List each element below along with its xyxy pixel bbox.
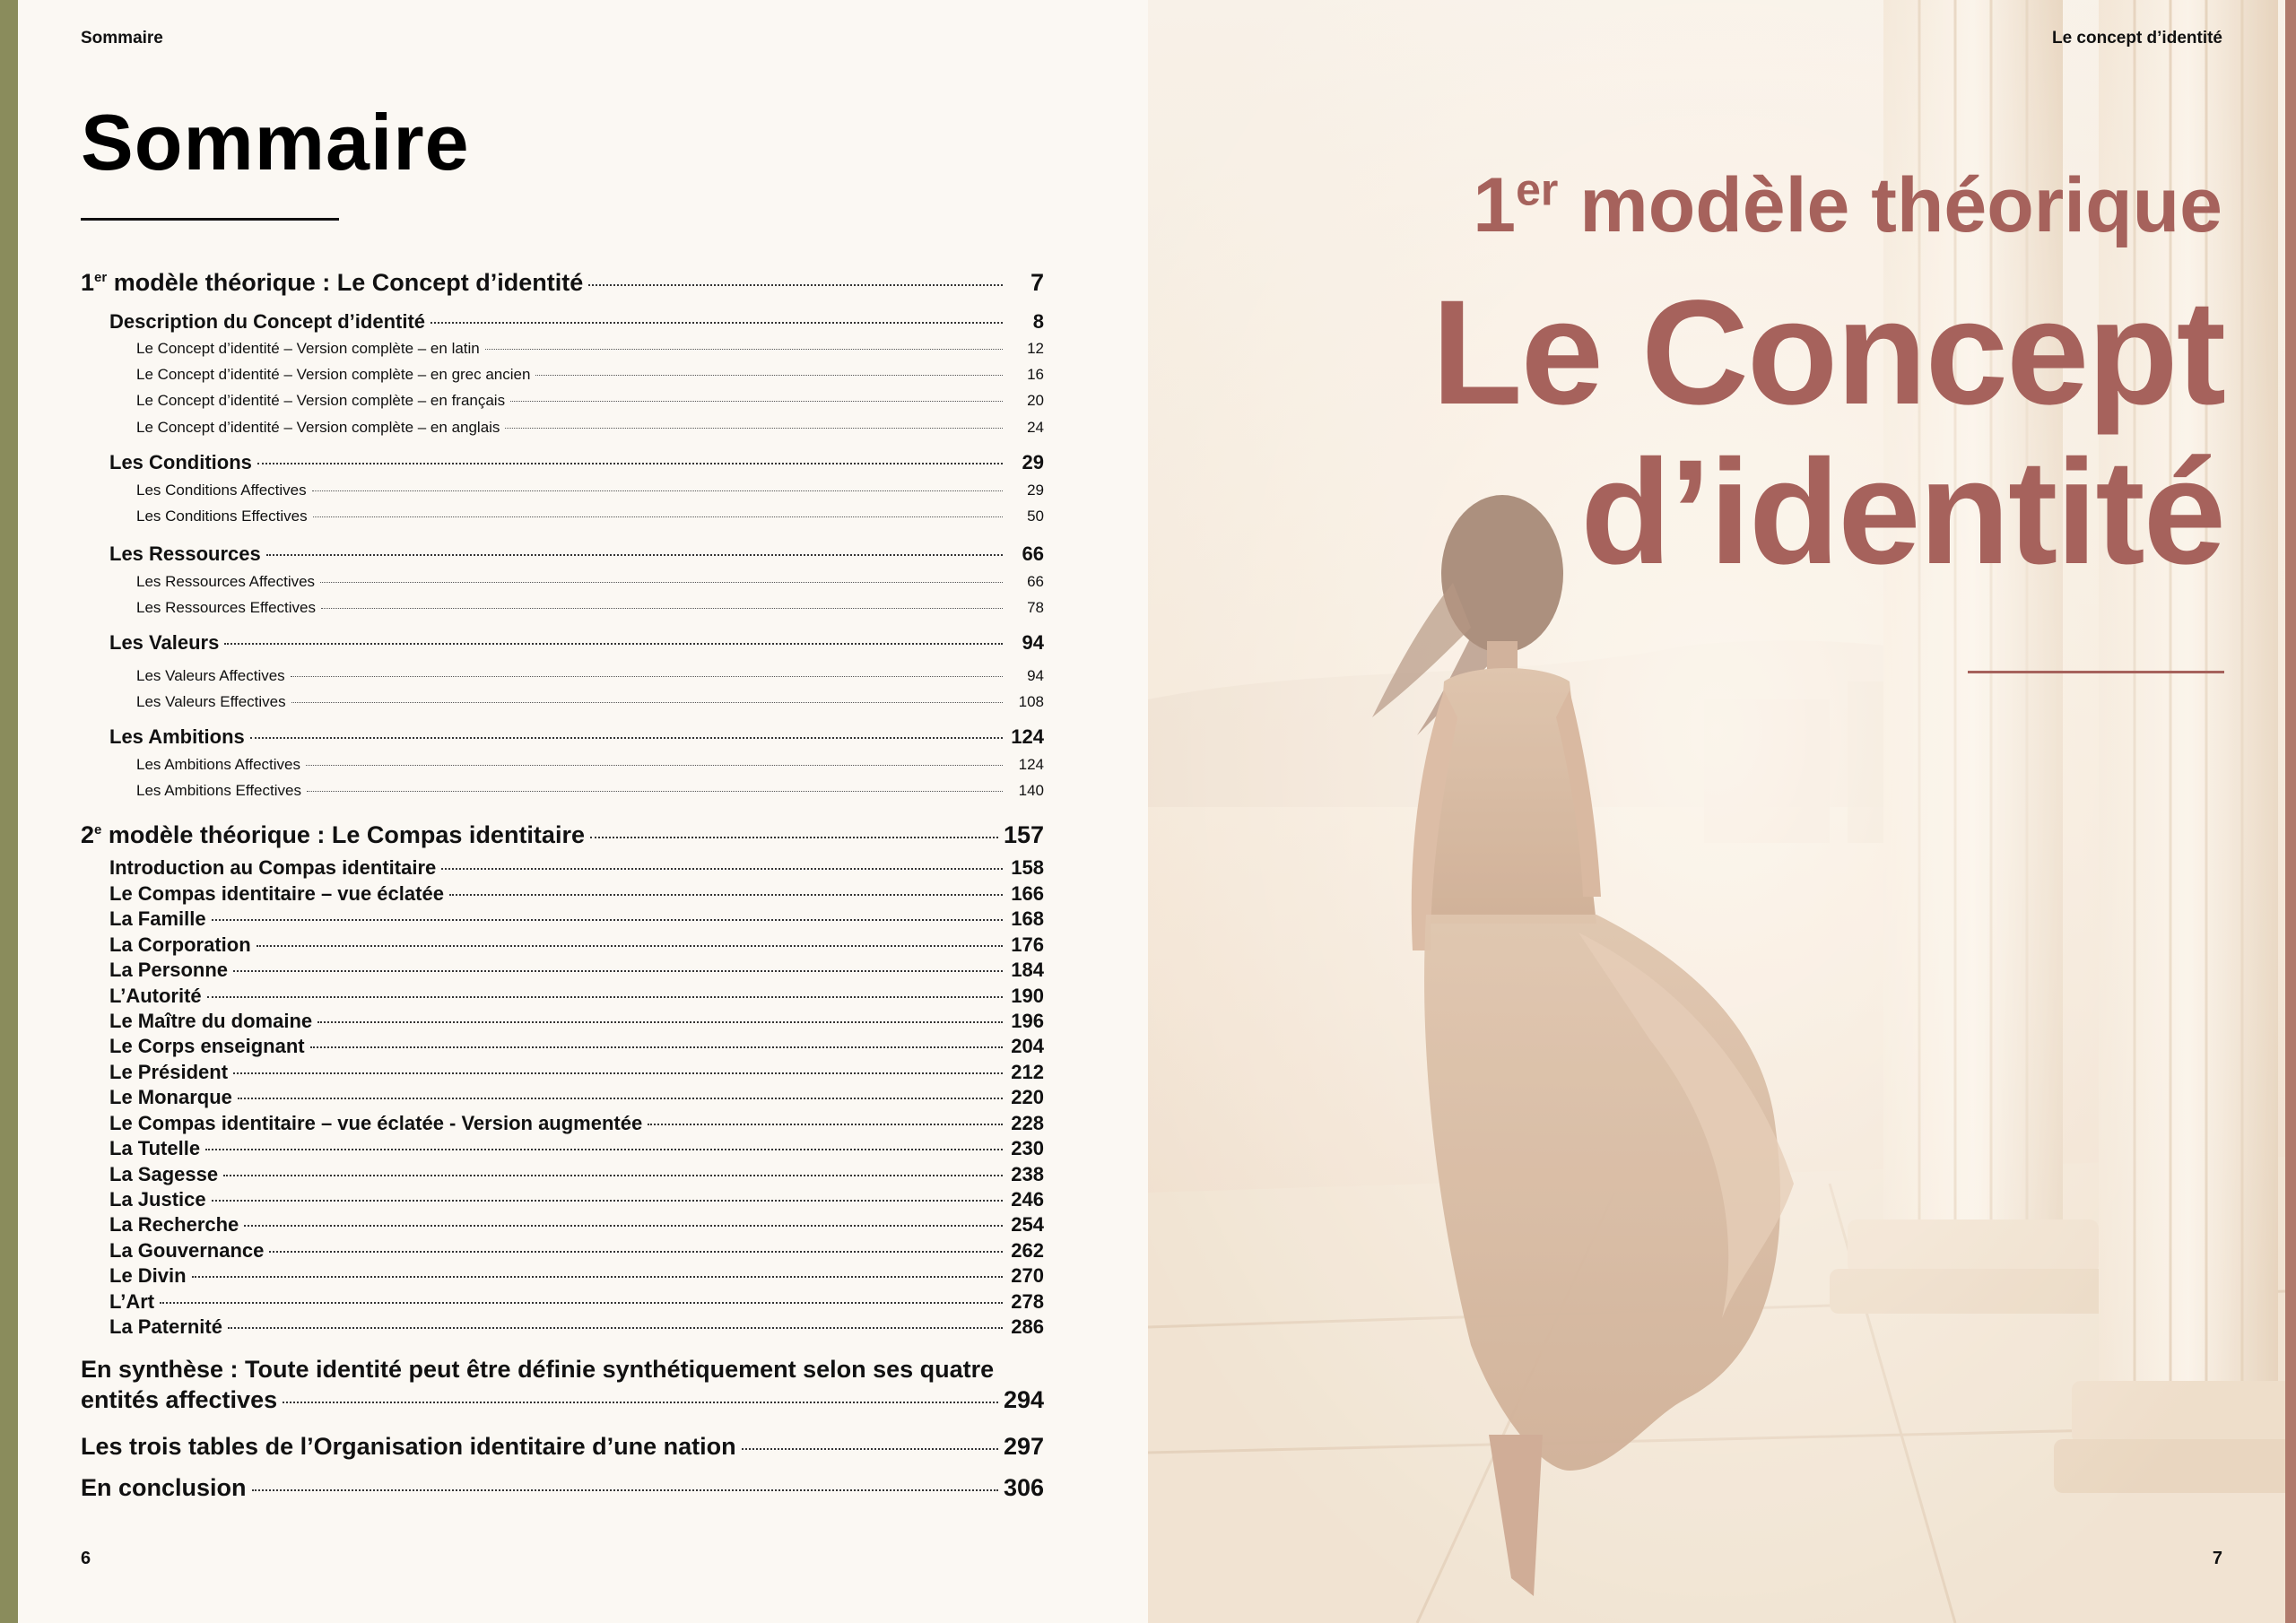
chapter-kicker: 1er modèle théorique (1473, 162, 2222, 248)
toc-page-number: 8 (1032, 310, 1044, 333)
toc-entry[interactable] (109, 856, 1044, 880)
toc-label: Les Valeurs (109, 631, 220, 654)
right-edge-band (2285, 0, 2296, 1623)
toc-label: Introduction au Compas identitaire (109, 856, 437, 879)
toc-page-number: 16 (1027, 366, 1044, 383)
toc-entry[interactable] (109, 1163, 1044, 1186)
chapter-title-line2: d’identité (1580, 430, 2224, 595)
toc-page-number: 297 (1003, 1433, 1044, 1460)
toc-page-number: 166 (1011, 882, 1044, 905)
toc-entry[interactable] (109, 1213, 1044, 1237)
leader-dots (269, 1251, 1003, 1253)
toc-label: Les Valeurs Affectives (136, 667, 285, 684)
leader-dots (441, 868, 1003, 870)
toc-part-2[interactable] (81, 821, 1044, 849)
leader-dots (291, 702, 1003, 703)
leader-dots (317, 1021, 1003, 1023)
leader-dots (449, 894, 1003, 896)
toc-subentry[interactable] (136, 599, 1044, 617)
toc-label: La Justice (109, 1188, 206, 1211)
toc-page-number: 78 (1027, 599, 1044, 616)
toc-label: Le Concept d’identité – Version complète – en grec ancien (136, 366, 531, 383)
leader-dots (430, 322, 1003, 324)
toc-page-number: 94 (1027, 667, 1044, 684)
toc-entry[interactable] (109, 907, 1044, 931)
leader-dots (510, 401, 1003, 402)
toc-page-number: 50 (1027, 508, 1044, 525)
leader-dots (224, 643, 1003, 645)
title-underline (81, 218, 339, 221)
toc-label: Les Conditions (109, 451, 252, 473)
toc-entry-description[interactable] (109, 310, 1044, 334)
toc-entry[interactable] (109, 985, 1044, 1008)
leader-dots (742, 1448, 998, 1450)
right-page (1148, 0, 2285, 1623)
toc-label: Le Concept d’identité – Version complète – en français (136, 392, 506, 409)
toc-label: Les trois tables de l’Organisation identitaire d’une nation (81, 1433, 736, 1460)
leader-dots (291, 676, 1003, 677)
leader-dots (233, 1072, 1003, 1074)
leader-dots (228, 1327, 1003, 1329)
page-number-right: 7 (2212, 1549, 2222, 1568)
toc-trois-tables[interactable] (81, 1433, 1044, 1461)
toc-entry[interactable] (109, 1264, 1044, 1288)
leader-dots (590, 837, 998, 838)
toc-page-number: 12 (1027, 340, 1044, 357)
leader-dots (257, 945, 1003, 947)
toc-page-number: 24 (1027, 419, 1044, 436)
leader-dots (250, 737, 1003, 739)
toc-page-number: 306 (1003, 1474, 1044, 1501)
toc-label: Les Conditions Affectives (136, 482, 307, 499)
leader-dots (223, 1175, 1003, 1176)
toc-entry[interactable] (109, 933, 1044, 957)
toc-label: Le Concept d’identité – Version complète – en latin (136, 340, 480, 357)
leader-dots (313, 516, 1003, 517)
toc-subentry[interactable] (136, 366, 1044, 384)
running-head-left: Sommaire (81, 29, 163, 48)
toc-subentry[interactable] (136, 508, 1044, 525)
toc-label: Le Président (109, 1061, 229, 1083)
toc-page-number: 66 (1022, 542, 1044, 565)
toc-subentry[interactable] (136, 340, 1044, 358)
toc-subentry[interactable] (136, 667, 1044, 685)
toc-label: 2e modèle théorique : Le Compas identitaire (81, 821, 585, 848)
toc-label: Le Divin (109, 1264, 187, 1287)
page-number-left: 6 (81, 1549, 91, 1568)
toc-entry[interactable] (109, 882, 1044, 906)
running-head-right: Le concept d’identité (2051, 29, 2222, 48)
toc-page-number: 204 (1011, 1035, 1044, 1057)
toc-entry[interactable] (109, 1035, 1044, 1058)
leader-dots (212, 919, 1003, 921)
toc-entry[interactable] (109, 1137, 1044, 1160)
leader-dots (212, 1200, 1003, 1202)
toc-entry-conditions[interactable] (109, 451, 1044, 474)
leader-dots (238, 1098, 1003, 1099)
toc-page-number: 262 (1011, 1239, 1044, 1262)
toc-entry[interactable] (109, 1061, 1044, 1084)
toc-subentry[interactable] (136, 573, 1044, 591)
toc-page-number: 176 (1011, 933, 1044, 956)
leader-dots (306, 765, 1003, 766)
leader-dots (244, 1225, 1003, 1227)
toc-label: La Corporation (109, 933, 251, 956)
toc-label: Le Monarque (109, 1086, 232, 1108)
leader-dots (205, 1149, 1003, 1150)
toc-page-number: 94 (1022, 631, 1044, 654)
toc-entry[interactable] (109, 1315, 1044, 1339)
chapter-title (1431, 270, 2224, 595)
toc-label: La Paternité (109, 1315, 222, 1338)
toc-label: Les Conditions Effectives (136, 508, 308, 525)
toc-entry[interactable] (109, 959, 1044, 982)
toc-page-number: 158 (1011, 856, 1044, 879)
toc-entry-ressources[interactable] (109, 542, 1044, 566)
toc-page-number: 184 (1011, 959, 1044, 981)
toc-label: Les Ressources Effectives (136, 599, 316, 616)
toc-entry[interactable] (109, 1188, 1044, 1211)
toc-page-number: 286 (1011, 1315, 1044, 1338)
toc-page-number: 124 (1018, 756, 1044, 773)
toc-label: entités affectives (81, 1386, 278, 1413)
left-spine-band (0, 0, 18, 1623)
leader-dots (310, 1046, 1003, 1048)
toc-subentry[interactable] (136, 392, 1044, 410)
toc-conclusion[interactable] (81, 1474, 1044, 1502)
toc-page-number: 29 (1022, 451, 1044, 473)
toc-page-number: 190 (1011, 985, 1044, 1007)
leader-dots (307, 791, 1003, 792)
toc-entry[interactable] (109, 1010, 1044, 1033)
leader-dots (257, 463, 1003, 464)
leader-dots (588, 284, 1003, 286)
toc-label: L’Art (109, 1290, 155, 1313)
accent-rule (1968, 671, 2224, 673)
toc-page-number: 66 (1027, 573, 1044, 590)
leader-dots (266, 554, 1003, 556)
toc-label: Le Maître du domaine (109, 1010, 313, 1032)
toc-page-number: 230 (1011, 1137, 1044, 1159)
leader-dots (252, 1489, 998, 1491)
toc-label: Description du Concept d’identité (109, 310, 426, 333)
page-title: Sommaire (81, 98, 470, 187)
toc-page-number: 254 (1011, 1213, 1044, 1236)
toc-label: Le Concept d’identité – Version complète – en anglais (136, 419, 500, 436)
left-page (18, 0, 1148, 1623)
toc-page-number: 157 (1003, 821, 1044, 848)
toc-label: L’Autorité (109, 985, 202, 1007)
toc-synthese-line1[interactable]: En synthèse : Toute identité peut être définie synthétiquement selon ses quatre (81, 1356, 995, 1383)
toc-synthese[interactable] (81, 1386, 1044, 1414)
toc-entry[interactable] (109, 1112, 1044, 1135)
toc-part-1[interactable] (81, 269, 1044, 297)
toc-page-number: 7 (1030, 269, 1044, 296)
toc-subentry[interactable] (136, 419, 1044, 437)
toc-page-number: 278 (1011, 1290, 1044, 1313)
toc-entry-valeurs[interactable] (109, 631, 1044, 655)
leader-dots (320, 582, 1003, 583)
toc-label: Les Ambitions Effectives (136, 782, 301, 799)
leader-dots (192, 1276, 1003, 1278)
toc-page-number: 29 (1027, 482, 1044, 499)
toc-label: Les Ambitions (109, 725, 245, 748)
toc-label: La Recherche (109, 1213, 239, 1236)
toc-entry[interactable] (109, 1086, 1044, 1109)
chapter-title-line1: Le Concept (1431, 270, 2224, 436)
toc-page-number: 220 (1011, 1086, 1044, 1108)
toc-page-number: 228 (1011, 1112, 1044, 1134)
toc-page-number: 294 (1003, 1386, 1044, 1413)
toc-label: En conclusion (81, 1474, 247, 1501)
toc-subentry[interactable] (136, 693, 1044, 711)
toc-label: La Tutelle (109, 1137, 201, 1159)
leader-dots (535, 375, 1003, 376)
toc-label: Le Compas identitaire – vue éclatée - Version augmentée (109, 1112, 643, 1134)
toc-page-number: 212 (1011, 1061, 1044, 1083)
leader-dots (485, 349, 1003, 350)
toc-label: Les Valeurs Effectives (136, 693, 286, 710)
toc-page-number: 270 (1011, 1264, 1044, 1287)
toc-label: La Famille (109, 907, 206, 930)
leader-dots (283, 1402, 998, 1403)
toc-subentry[interactable] (136, 782, 1044, 800)
toc-page-number: 124 (1011, 725, 1044, 748)
toc-page-number: 168 (1011, 907, 1044, 930)
toc-page-number: 238 (1011, 1163, 1044, 1185)
leader-dots (648, 1124, 1003, 1125)
toc-label: La Sagesse (109, 1163, 219, 1185)
leader-dots (321, 608, 1003, 609)
toc-label: Le Compas identitaire – vue éclatée (109, 882, 444, 905)
leader-dots (505, 428, 1003, 429)
toc-page-number: 246 (1011, 1188, 1044, 1211)
toc-page-number: 196 (1011, 1010, 1044, 1032)
toc-page-number: 20 (1027, 392, 1044, 409)
leader-dots (233, 970, 1003, 972)
toc-subentry[interactable] (136, 756, 1044, 774)
toc-entry[interactable] (109, 1290, 1044, 1314)
toc-entry[interactable] (109, 1239, 1044, 1263)
toc-label: Les Ressources Affectives (136, 573, 316, 590)
leader-dots (312, 490, 1003, 491)
toc-label: La Gouvernance (109, 1239, 265, 1262)
toc-label: Le Corps enseignant (109, 1035, 305, 1057)
toc-label: Les Ressources (109, 542, 261, 565)
toc-label: La Personne (109, 959, 229, 981)
toc-label: 1er modèle théorique : Le Concept d’identité (81, 269, 584, 296)
leader-dots (207, 996, 1003, 998)
toc-entry-ambitions[interactable] (109, 725, 1044, 749)
toc-page-number: 140 (1018, 782, 1044, 799)
leader-dots (160, 1302, 1003, 1304)
toc-page-number: 108 (1018, 693, 1044, 710)
toc-subentry[interactable] (136, 482, 1044, 499)
toc-label: Les Ambitions Affectives (136, 756, 301, 773)
